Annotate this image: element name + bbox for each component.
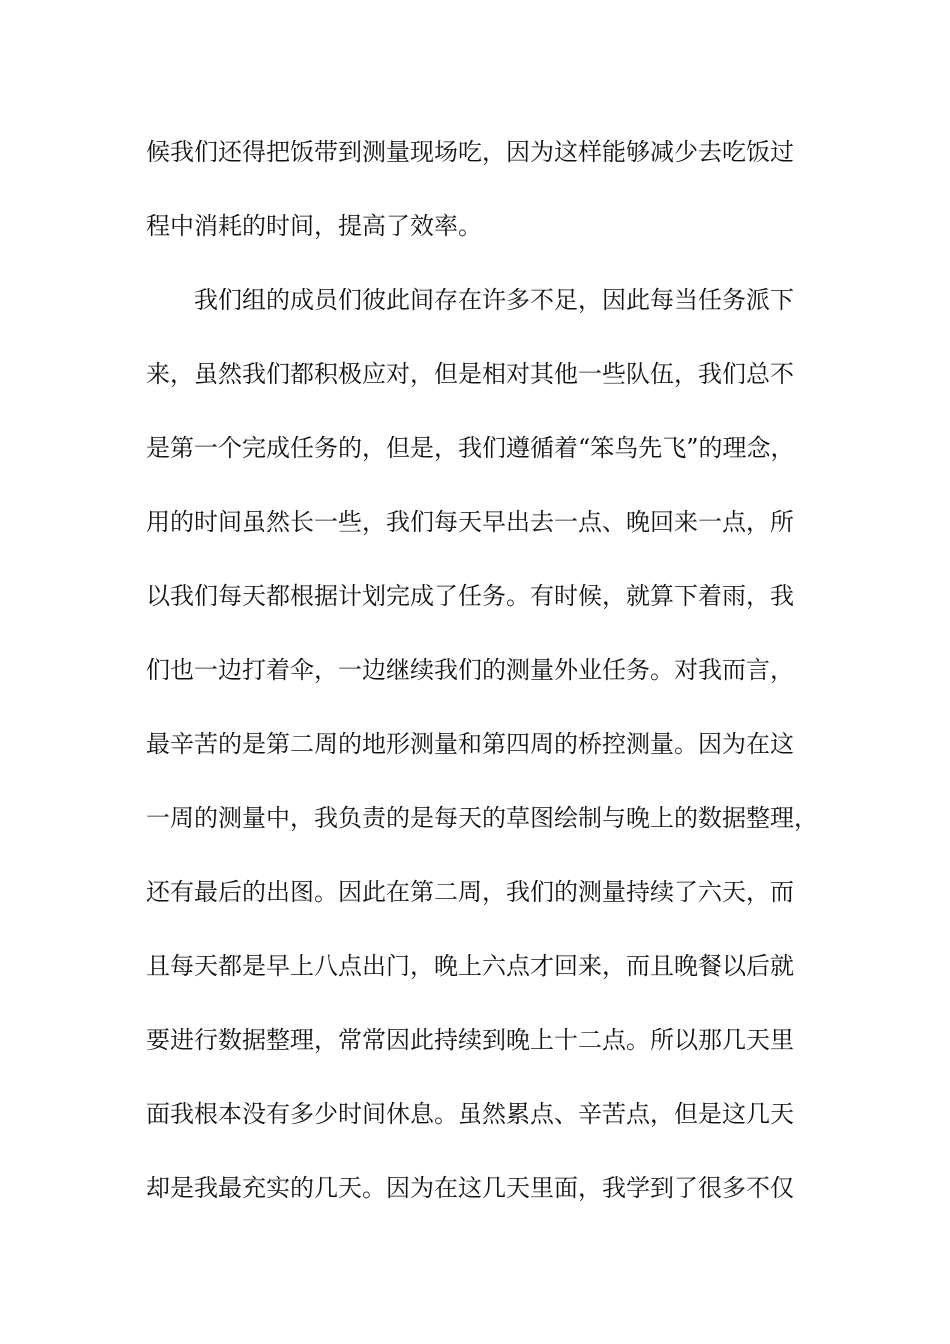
text-line: 还有最后的出图。因此在第二周，我们的测量持续了六天，而	[146, 878, 794, 906]
text-line: 最辛苦的是第二周的地形测量和第四周的桥控测量。因为在这	[146, 730, 794, 758]
text-line: 程中消耗的时间，提高了效率。	[146, 212, 482, 240]
text-line: 以我们每天都根据计划完成了任务。有时候，就算下着雨，我	[146, 582, 794, 610]
text-line: 是第一个完成任务的，但是，我们遵循着“笨鸟先飞”的理念，	[146, 434, 795, 462]
text-line: 面我根本没有多少时间休息。虽然累点、辛苦点，但是这几天	[146, 1100, 794, 1128]
text-line: 一周的测量中，我负责的是每天的草图绘制与晚上的数据整理，	[146, 804, 818, 832]
text-line: 来，虽然我们都积极应对，但是相对其他一些队伍，我们总不	[146, 360, 794, 388]
text-line: 要进行数据整理，常常因此持续到晚上十二点。所以那几天里	[146, 1026, 794, 1054]
text-line: 候我们还得把饭带到测量现场吃，因为这样能够减少去吃饭过	[146, 138, 794, 166]
text-line: 们也一边打着伞，一边继续我们的测量外业任务。对我而言，	[146, 656, 794, 684]
paragraph-first-line: 我们组的成员们彼此间存在许多不足，因此每当任务派下	[194, 286, 794, 314]
text-line: 却是我最充实的几天。因为在这几天里面，我学到了很多不仅	[146, 1174, 794, 1202]
text-line: 且每天都是早上八点出门，晚上六点才回来，而且晚餐以后就	[146, 952, 794, 980]
text-line: 用的时间虽然长一些，我们每天早出去一点、晚回来一点，所	[146, 508, 794, 536]
